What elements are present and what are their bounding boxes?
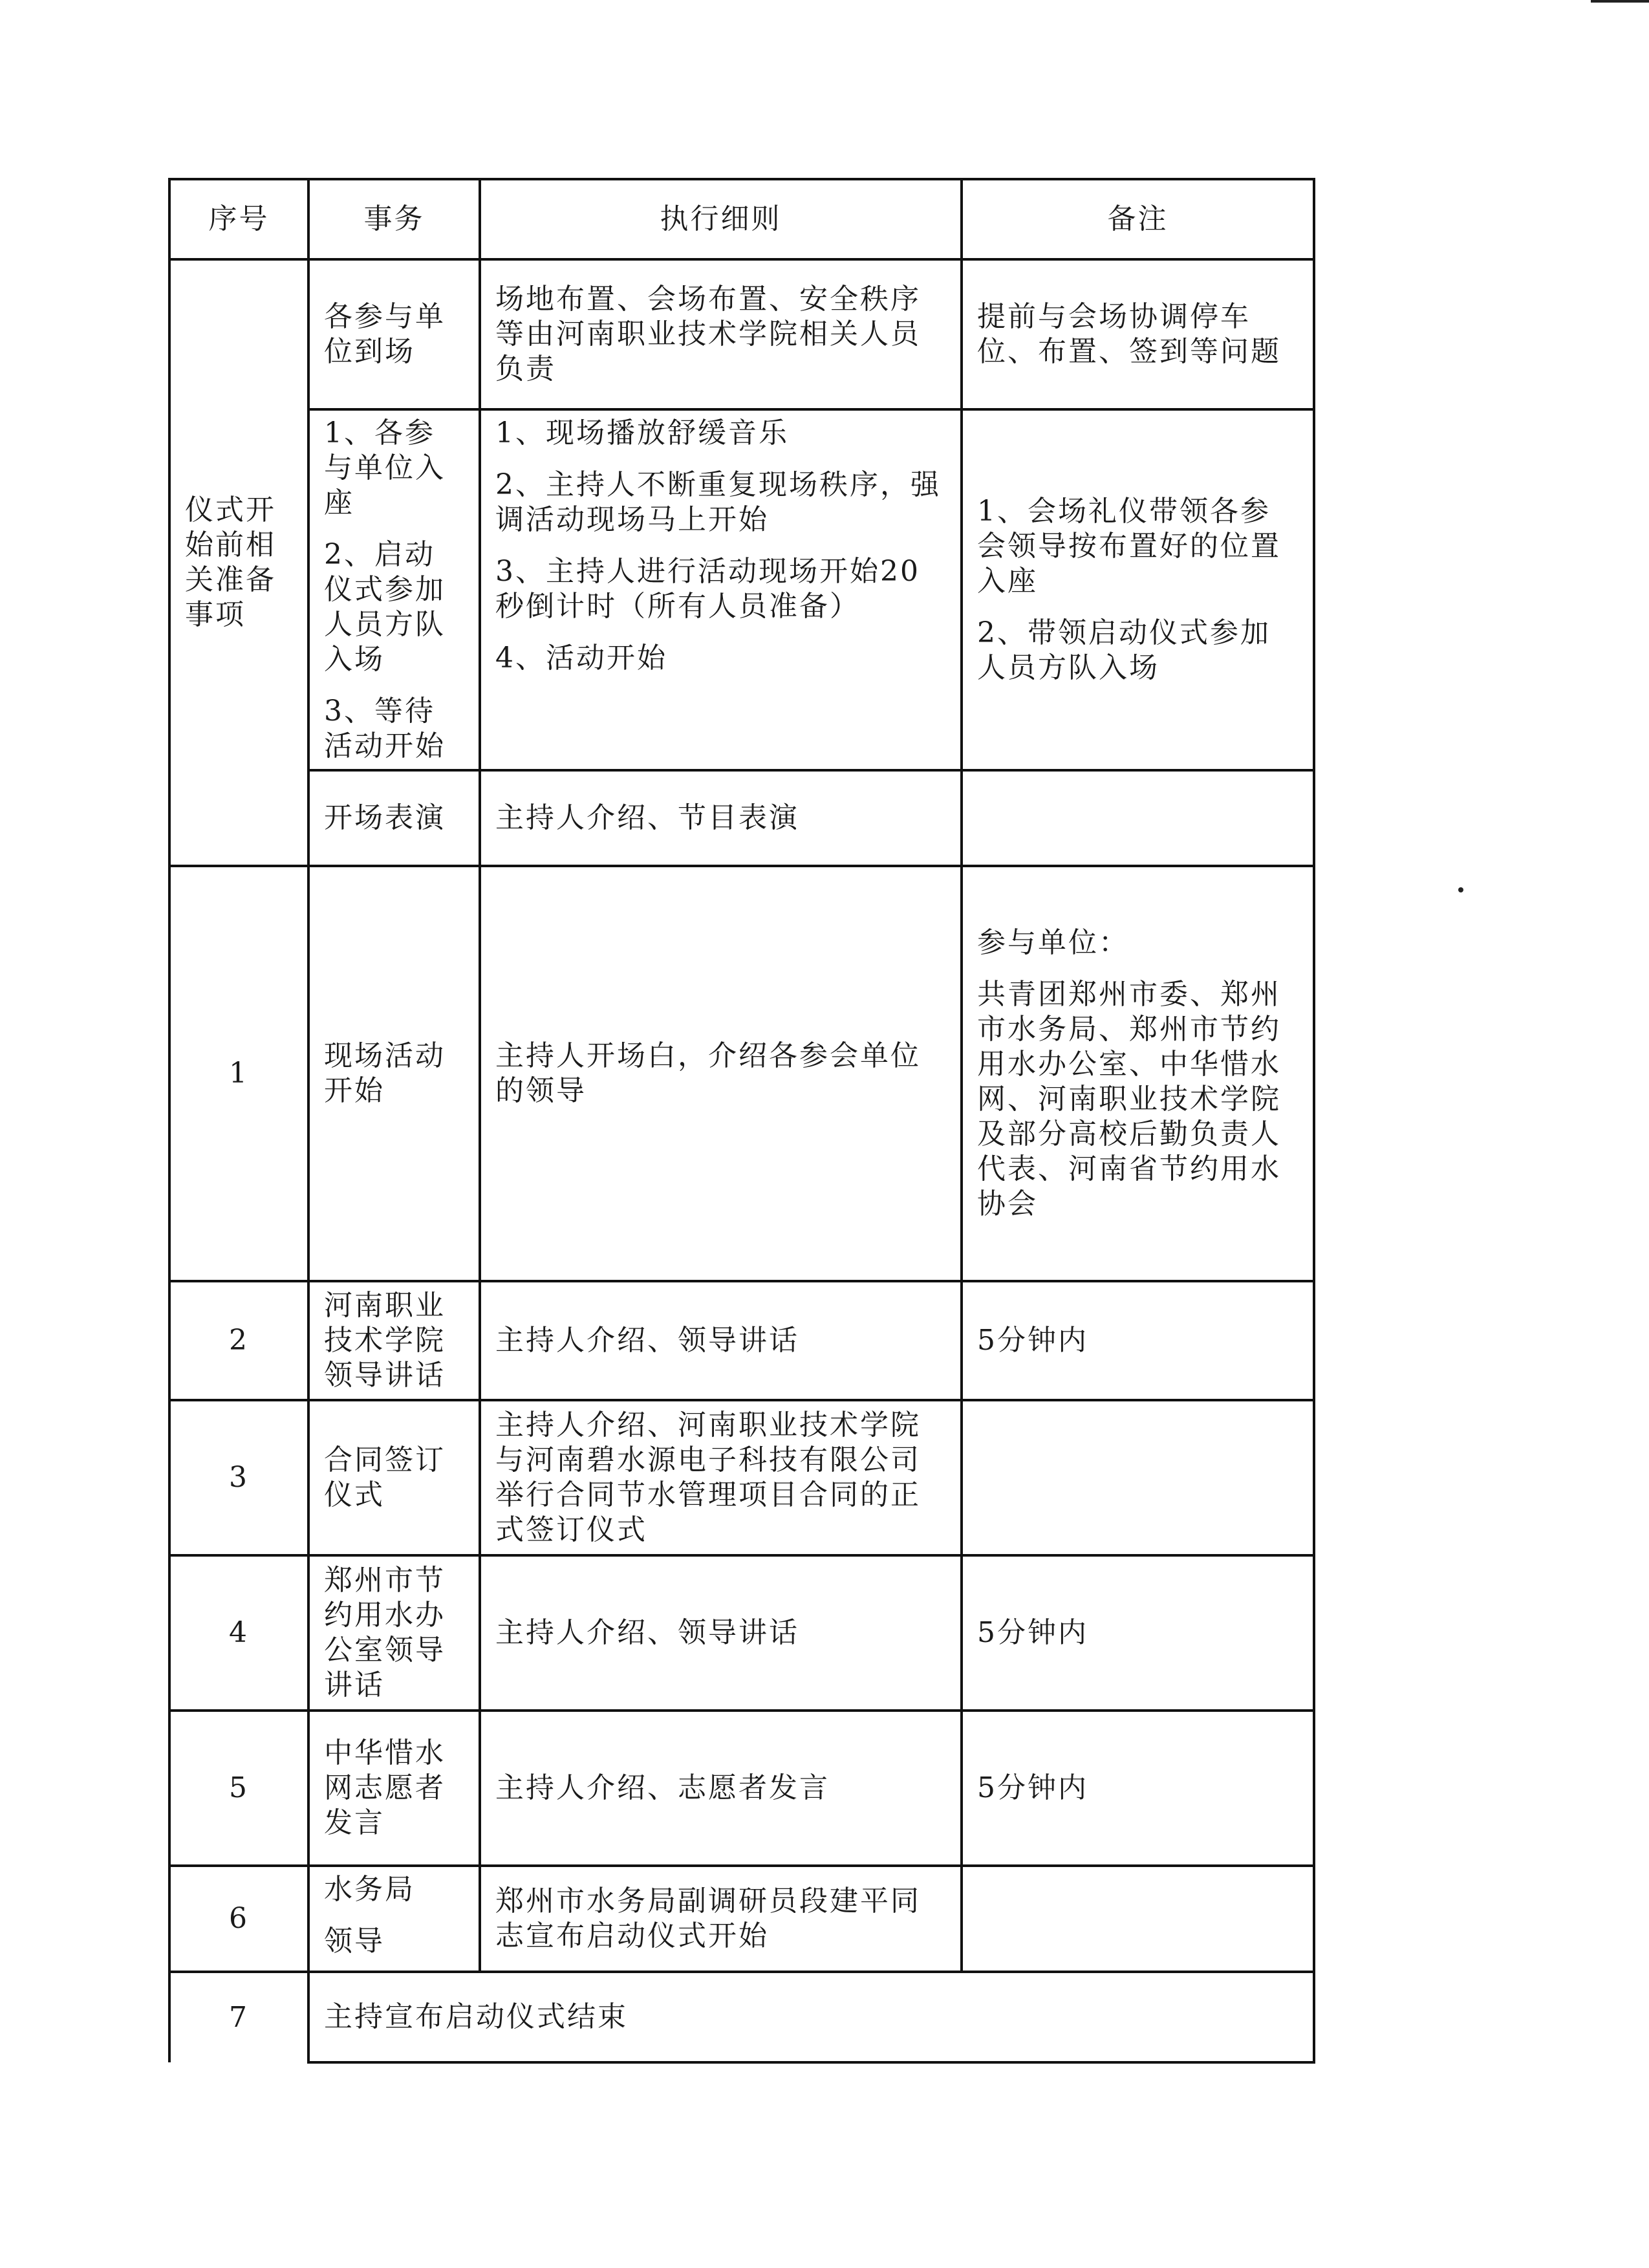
detail-cell: 主持人介绍、河南职业技术学院与河南碧水源电子科技有限公司举行合同节水管理项目合同的正式签订仪式: [480, 1400, 962, 1555]
header-note: 备注: [962, 179, 1314, 259]
note-cell: 5分钟内: [962, 1711, 1314, 1866]
task-line: 领导: [324, 1925, 385, 1958]
note-cell: 5分钟内: [962, 1555, 1314, 1711]
header-detail: 执行细则: [480, 179, 962, 259]
seq-cell: 6: [169, 1866, 308, 1972]
task-line: 2、启动仪式参加人员方队入场: [324, 538, 446, 676]
table-row: [169, 1711, 1314, 1866]
seq-cell: 3: [169, 1400, 308, 1555]
table-row: [169, 1555, 1314, 1711]
seq-cell: 4: [169, 1555, 308, 1711]
table-row: [169, 1972, 1314, 2062]
task-cell: 郑州市节约用水办公室领导讲话: [308, 1555, 480, 1711]
scan-speck: [1458, 887, 1463, 892]
detail-cell: 场地布置、会场布置、安全秩序等由河南职业技术学院相关人员负责: [480, 259, 962, 409]
table-row: [169, 866, 1314, 1281]
task-line: 1、各参与单位入座: [324, 416, 446, 519]
table-row: [169, 1281, 1314, 1400]
note-cell: [962, 1866, 1314, 1972]
task-cell: 中华惜水网志愿者发言: [308, 1711, 480, 1866]
table-row: [169, 1400, 1314, 1555]
task-cell: 合同签订仪式: [308, 1400, 480, 1555]
note-body: 共青团郑州市委、郑州市水务局、郑州市节约用水办公室、中华惜水网、河南职业技术学院及部分高校后勤负责人代表、河南省节约用水协会: [977, 978, 1281, 1220]
table-row: [169, 770, 1314, 866]
note-title: 参与单位：: [977, 926, 1129, 959]
task-cell: [308, 1866, 480, 1972]
note-cell: 提前与会场协调停车位、布置、签到等问题: [962, 259, 1314, 409]
note-cell: [962, 770, 1314, 866]
task-cell: 各参与单位到场: [308, 259, 480, 409]
note-cell: [962, 1400, 1314, 1555]
table-row: [169, 1866, 1314, 1972]
seq-cell: 2: [169, 1281, 308, 1400]
header-task: 事务: [308, 179, 480, 259]
detail-line: 3、主持人进行活动现场开始20秒倒计时（所有人员准备）: [495, 555, 920, 623]
table-header-row: [169, 179, 1314, 259]
seq-cell: 5: [169, 1711, 308, 1866]
note-cell: [962, 409, 1314, 770]
detail-cell: 郑州市水务局副调研员段建平同志宣布启动仪式开始: [480, 1866, 962, 1972]
seq-cell: 1: [169, 866, 308, 1281]
task-cell: 河南职业技术学院领导讲话: [308, 1281, 480, 1400]
table-row: [169, 259, 1314, 409]
closing-cell: 主持宣布启动仪式结束: [308, 1972, 1314, 2062]
detail-line: 1、现场播放舒缓音乐: [495, 416, 789, 449]
detail-line: 2、主持人不断重复现场秩序，强调活动现场马上开始: [495, 468, 941, 536]
seq-cell: 7: [169, 1972, 308, 2062]
scan-corner-mark: [1591, 0, 1649, 3]
note-cell: 5分钟内: [962, 1281, 1314, 1400]
detail-cell: 主持人开场白，介绍各参会单位的领导: [480, 866, 962, 1281]
header-seq: 序号: [169, 179, 308, 259]
detail-cell: 主持人介绍、领导讲话: [480, 1555, 962, 1711]
task-line: 3、等待活动开始: [324, 695, 446, 762]
detail-cell: [480, 409, 962, 770]
ceremony-schedule-table: [168, 178, 1315, 2064]
note-line: 2、带领启动仪式参加人员方队入场: [977, 616, 1271, 684]
detail-cell: 主持人介绍、领导讲话: [480, 1281, 962, 1400]
task-cell: 现场活动开始: [308, 866, 480, 1281]
task-line: 水务局: [324, 1873, 415, 1906]
table-row: [169, 409, 1314, 770]
note-line: 1、会场礼仪带领各参会领导按布置好的位置入座: [977, 495, 1281, 598]
prep-seq-cell: 仪式开始前相关准备事项: [169, 259, 308, 866]
task-cell: [308, 409, 480, 770]
note-cell: [962, 866, 1314, 1281]
detail-cell: 主持人介绍、志愿者发言: [480, 1711, 962, 1866]
detail-cell: 主持人介绍、节目表演: [480, 770, 962, 866]
detail-line: 4、活动开始: [495, 642, 667, 675]
task-cell: 开场表演: [308, 770, 480, 866]
